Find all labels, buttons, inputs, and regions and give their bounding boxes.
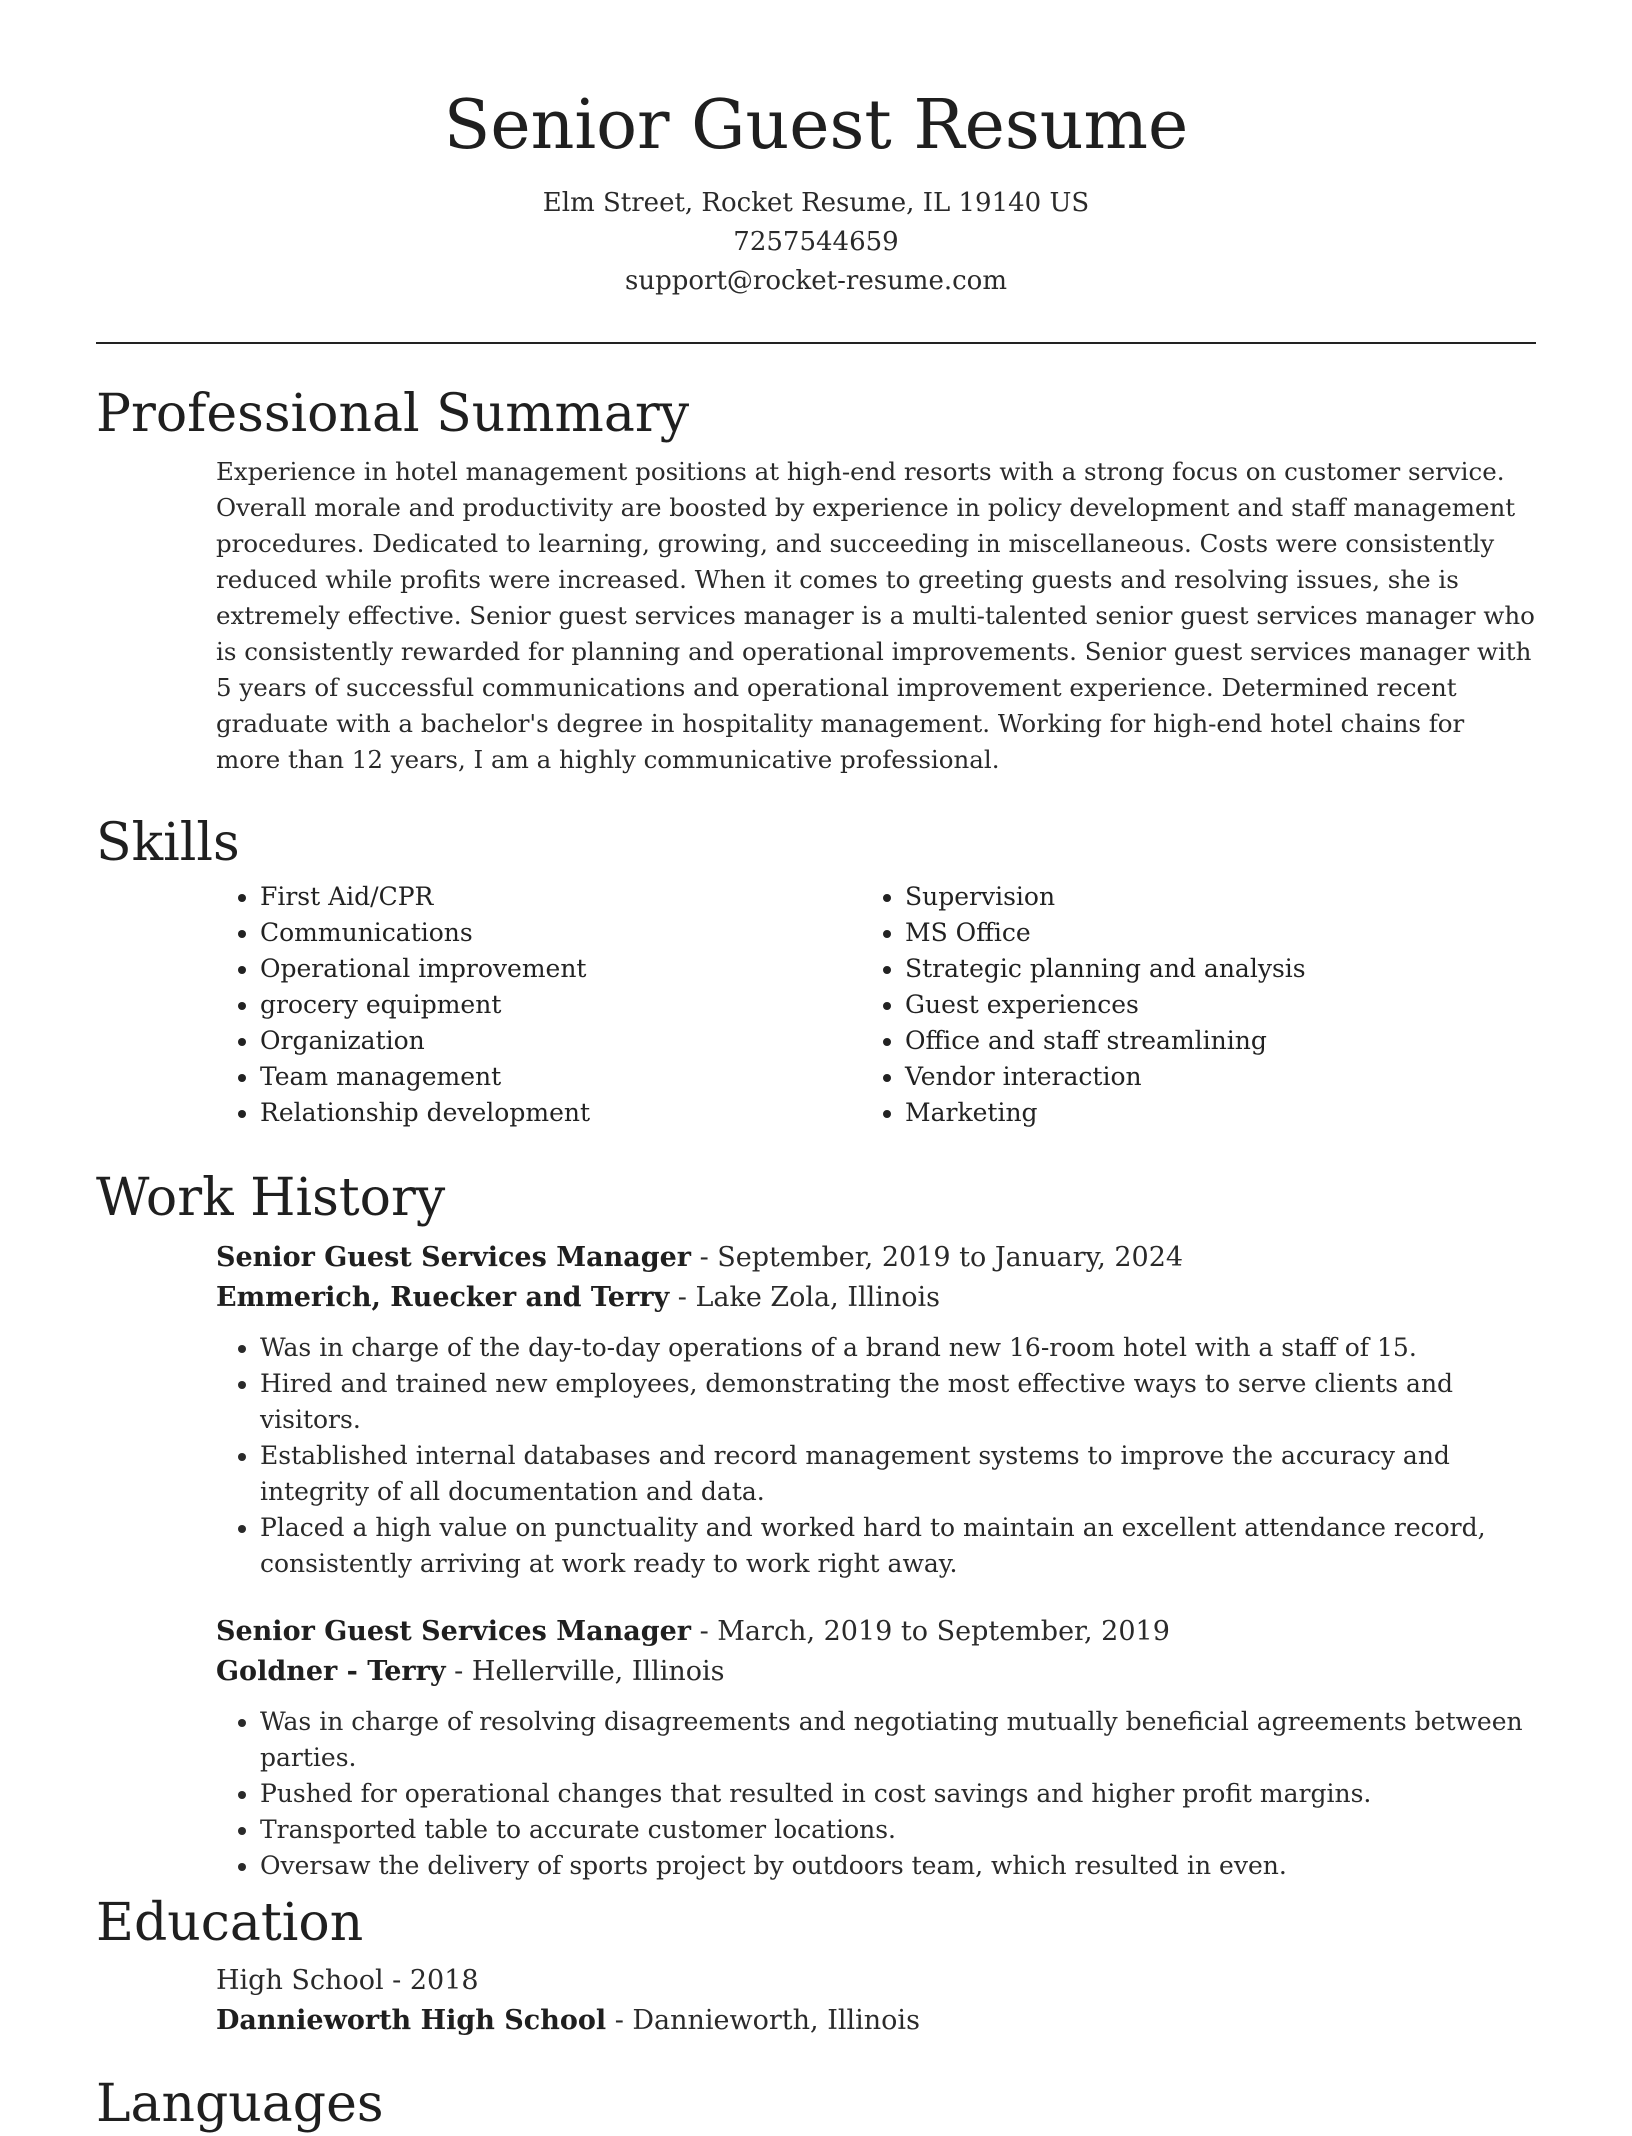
section-title: Skills <box>96 813 240 873</box>
resume-name: Senior Guest Resume <box>443 86 1189 165</box>
skill-item: • Strategic planning and analysis <box>905 951 1536 987</box>
skill-item: • Communications <box>260 915 891 951</box>
job-bullet: • Pushed for operational changes that resulted in cost savings and higher profit margins. <box>260 1776 1536 1812</box>
contact-block <box>0 184 1632 301</box>
job-role: Senior Guest Services Manager <box>216 1242 691 1273</box>
job-bullet: • Was in charge of the day-to-day operations of a brand new 16-room hotel with a staff of 15. <box>260 1330 1536 1366</box>
work-history-section <box>96 1166 1536 1914</box>
job-bullet: • Was in charge of resolving disagreements and negotiating mutually beneficial agreements between parties. <box>260 1704 1536 1776</box>
skills-list-right <box>891 879 1536 1131</box>
education-degree: High School <box>216 1965 384 1996</box>
skill-item: • Organization <box>260 1023 891 1059</box>
skills-section <box>96 811 1536 1131</box>
jobs-list <box>216 1238 1536 1884</box>
job-role: Senior Guest Services Manager <box>216 1616 691 1647</box>
skill-item: • Vendor interaction <box>905 1059 1536 1095</box>
job-bullet: • Placed a high value on punctuality and worked hard to maintain an excellent attendance record, consistently arriving at work ready to work right away. <box>260 1510 1536 1582</box>
skill-item: • First Aid/CPR <box>260 879 891 915</box>
contact-email: support@rocket-resume.com <box>624 266 1007 296</box>
contact-address: Elm Street, Rocket Resume, IL 19140 US <box>542 188 1090 218</box>
skills-columns <box>96 879 1536 1131</box>
section-title: Professional Summary <box>96 384 690 444</box>
skill-item: • Marketing <box>905 1095 1536 1131</box>
job-title-line <box>216 1612 1536 1652</box>
job-bullet: • Oversaw the delivery of sports project by outdoors team, which resulted in even. <box>260 1848 1536 1884</box>
job-bullets <box>216 1704 1536 1884</box>
skill-item: • Team management <box>260 1059 891 1095</box>
job-entry <box>216 1612 1536 1884</box>
section-title: Education <box>96 1893 364 1953</box>
job-company-line <box>216 1278 1536 1318</box>
languages-section <box>96 2072 1536 2136</box>
job-entry <box>216 1238 1536 1582</box>
skill-item: • Guest experiences <box>905 987 1536 1023</box>
section-title: Work History <box>96 1168 446 1228</box>
education-school: Dannieworth High School <box>216 2005 607 2036</box>
education-location: - Dannieworth, Illinois <box>606 2005 920 2036</box>
contact-phone: 7257544659 <box>733 227 899 257</box>
job-title-line <box>216 1238 1536 1278</box>
education-school-line <box>216 2001 1536 2041</box>
job-location: - Lake Zola, Illinois <box>669 1282 941 1313</box>
education-degree-line <box>216 1961 1536 2001</box>
education-section <box>96 1891 1536 2041</box>
job-company-line <box>216 1652 1536 1692</box>
job-dates: - March, 2019 to September, 2019 <box>691 1616 1170 1647</box>
job-bullets <box>216 1330 1536 1582</box>
skill-item: • Supervision <box>905 879 1536 915</box>
summary-text: Experience in hotel management positions at high-end resorts with a strong focus on customer service. Overall morale and productivity are boosted by experience in policy development and staff management procedures. Dedicated to learning, growing, and succeeding in miscellaneous. Costs were consistently reduced while profits were increased. When it comes to greeting guests and resolving issues, she is extremely effective. Senior guest services manager is a multi-talented senior guest services manager who is consistently rewarded for planning and operational improvements. Senior guest services manager with 5 years of successful communications and operational improvement experience. Determined recent graduate with a bachelor's degree in hospitality management. Working for high-end hotel chains for more than 12 years, I am a highly communicative professional. <box>216 457 1535 774</box>
resume-header <box>0 0 1632 301</box>
job-bullet: • Hired and trained new employees, demonstrating the most effective ways to serve clients and visitors. <box>260 1366 1536 1438</box>
job-bullet: • Established internal databases and record management systems to improve the accuracy and integrity of all documentation and data. <box>260 1438 1536 1510</box>
skill-item: • MS Office <box>905 915 1536 951</box>
education-entry <box>216 1961 1536 2041</box>
job-company: Goldner - Terry <box>216 1656 446 1687</box>
header-divider <box>96 342 1536 344</box>
job-bullet: • Transported table to accurate customer locations. <box>260 1812 1536 1848</box>
summary-section <box>96 382 1536 778</box>
skill-item: • grocery equipment <box>260 987 891 1023</box>
job-dates: - September, 2019 to January, 2024 <box>691 1242 1184 1273</box>
education-year: - 2018 <box>383 1965 479 1996</box>
section-title: Languages <box>96 2074 384 2134</box>
job-location: - Hellerville, Illinois <box>445 1656 725 1687</box>
skills-list-left <box>96 879 891 1131</box>
skill-item: • Relationship development <box>260 1095 891 1131</box>
skill-item: • Operational improvement <box>260 951 891 987</box>
skill-item: • Office and staff streamlining <box>905 1023 1536 1059</box>
job-company: Emmerich, Ruecker and Terry <box>216 1282 670 1313</box>
